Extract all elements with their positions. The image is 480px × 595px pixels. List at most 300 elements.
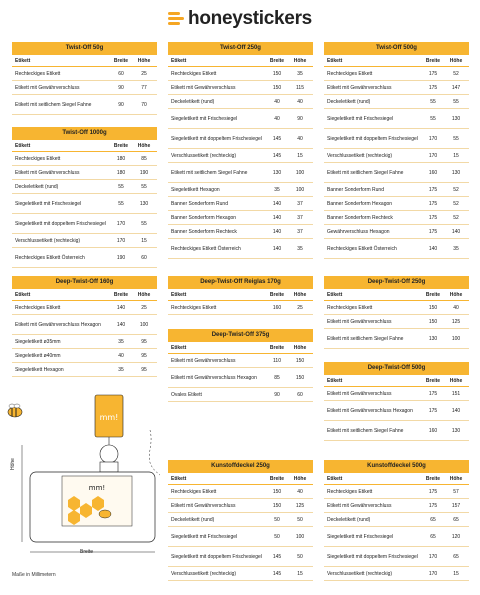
table-cell: Rechteckiges Etikett xyxy=(327,488,373,495)
dimension-table xyxy=(168,460,313,581)
table-cell: 52 xyxy=(453,186,459,193)
table-cell: Verschlussetikett (rechteckig) xyxy=(171,570,237,577)
table-row xyxy=(168,368,313,388)
table-cell: 130 xyxy=(428,335,438,342)
table-cell: 100 xyxy=(295,533,305,540)
table-cell: 40 xyxy=(297,135,303,142)
dimension-table xyxy=(12,276,157,377)
table-column-header xyxy=(324,375,469,387)
table-cell: 147 xyxy=(451,84,461,91)
column-header-cell: Höhe xyxy=(449,475,463,482)
table-cell: 175 xyxy=(428,200,438,207)
table-row xyxy=(168,163,313,183)
table-row xyxy=(12,194,157,214)
table-cell: Rechteckiges Etikett xyxy=(171,70,217,77)
table-title: Deep-Twist-Off 160g xyxy=(12,276,157,289)
table-row xyxy=(168,67,313,81)
table-cell: Etikett mit Gewährverschluss xyxy=(171,84,236,91)
table-cell: Etikett mit seitlichem Siegel Fahne xyxy=(327,427,404,434)
table-cell: Banner Sonderform Rechteck xyxy=(327,214,393,221)
table-cell: 130 xyxy=(451,427,461,434)
table-cell: 35 xyxy=(453,245,459,252)
table-cell: 35 xyxy=(118,338,124,345)
table-row xyxy=(12,335,157,349)
column-header-cell: Breite xyxy=(113,291,129,298)
table-cell: Siegeletikett mit doppeltem Frischesiegel xyxy=(327,553,418,560)
column-header-cell: Breite xyxy=(425,475,441,482)
table-row xyxy=(324,499,469,513)
table-cell: 190 xyxy=(139,169,149,176)
table-row xyxy=(168,485,313,499)
table-cell: 65 xyxy=(453,553,459,560)
table-row xyxy=(168,149,313,163)
table-row xyxy=(168,225,313,239)
table-cell: 151 xyxy=(451,390,461,397)
table-cell: Rechteckiges Etikett xyxy=(327,304,373,311)
table-cell: Rechteckiges Etikett xyxy=(171,488,217,495)
table-cell: 90 xyxy=(274,391,280,398)
table-row xyxy=(168,95,313,109)
table-cell: 175 xyxy=(428,488,438,495)
table-cell: Banner Sonderform Hexagon xyxy=(171,214,237,221)
table-row xyxy=(12,234,157,248)
column-header-cell: Breite xyxy=(113,57,129,64)
dimension-table xyxy=(324,460,469,581)
column-header-cell: Breite xyxy=(269,475,285,482)
table-cell: 50 xyxy=(297,553,303,560)
table-cell: Rechteckiges Etikett Österreich xyxy=(171,245,241,252)
width-dimension-label: Breite xyxy=(80,549,94,555)
column-header-cell: Etikett xyxy=(327,291,343,298)
table-cell: 175 xyxy=(428,407,438,414)
dimension-table xyxy=(324,42,469,259)
table-row xyxy=(324,421,469,441)
table-cell: Etikett mit Gewährverschluss xyxy=(171,357,236,364)
table-cell: 140 xyxy=(116,304,126,311)
table-row xyxy=(324,183,469,197)
column-header-cell: Breite xyxy=(425,377,441,384)
table-cell: 130 xyxy=(451,169,461,176)
table-cell: 40 xyxy=(297,488,303,495)
table-cell: Siegeletikett mit Frischesiegel xyxy=(327,533,394,540)
table-row xyxy=(324,197,469,211)
table-cell: Siegeletikett Hexagon xyxy=(171,186,220,193)
table-cell: 115 xyxy=(296,84,304,91)
table-cell: Deckeletikett (rund) xyxy=(15,183,59,190)
table-row xyxy=(168,527,313,547)
table-row xyxy=(168,388,313,402)
table-title: Twist-Off 500g xyxy=(324,42,469,55)
table-cell: 180 xyxy=(116,169,126,176)
table-cell: Deckeletikett (rund) xyxy=(327,516,371,523)
table-cell: Etikett mit Gewährverschluss xyxy=(327,84,392,91)
table-cell: 55 xyxy=(118,183,124,190)
table-column-header xyxy=(168,473,313,485)
table-cell: Ovales Etikett xyxy=(171,391,202,398)
table-cell: 157 xyxy=(451,502,461,509)
table-cell: 130 xyxy=(451,115,461,122)
table-cell: 110 xyxy=(273,357,281,364)
table-cell: Rechteckiges Etikett xyxy=(15,70,61,77)
table-cell: 140 xyxy=(451,407,461,414)
table-row xyxy=(12,349,157,363)
table-row xyxy=(324,225,469,239)
table-cell: Etikett mit Gewährverschluss xyxy=(327,502,392,509)
table-cell: Verschlussetikett (rechteckig) xyxy=(15,237,81,244)
table-title: Kunstoffdeckel 500g xyxy=(324,460,469,473)
table-row xyxy=(324,163,469,183)
table-row xyxy=(168,109,313,129)
table-title: Kunstoffdeckel 250g xyxy=(168,460,313,473)
table-cell: Rechteckiges Etikett Österreich xyxy=(327,245,397,252)
table-cell: 160 xyxy=(428,427,438,434)
table-row xyxy=(324,239,469,259)
column-header-cell: Etikett xyxy=(171,291,187,298)
table-row xyxy=(168,197,313,211)
table-cell: 15 xyxy=(141,237,147,244)
brand-logo xyxy=(0,8,480,30)
table-cell: 85 xyxy=(141,155,147,162)
table-cell: Siegeletikett mit doppeltem Frischesiegel xyxy=(327,135,418,142)
table-cell: Siegeletikett mit Frischesiegel xyxy=(15,200,82,207)
dimension-table xyxy=(324,362,469,441)
table-cell: 25 xyxy=(141,304,147,311)
table-row xyxy=(12,214,157,234)
units-caption: Maße in Millimetern xyxy=(12,572,56,578)
table-column-header xyxy=(168,289,313,301)
table-cell: Etikett mit seitlichem Siegel Fahne xyxy=(15,101,92,108)
table-cell: 175 xyxy=(428,502,438,509)
table-cell: 170 xyxy=(428,570,438,577)
table-cell: Siegeletikett mit doppeltem Frischesiegel xyxy=(15,220,106,227)
table-cell: 60 xyxy=(141,254,147,261)
table-cell: 40 xyxy=(274,115,280,122)
table-cell: Siegeletikett mit Frischesiegel xyxy=(171,533,238,540)
table-row xyxy=(168,239,313,259)
column-header-cell: Etikett xyxy=(171,344,187,351)
table-cell: 175 xyxy=(428,70,438,77)
table-cell: 170 xyxy=(116,237,126,244)
dimension-table xyxy=(324,276,469,349)
table-row xyxy=(168,183,313,197)
table-row xyxy=(324,547,469,567)
dimension-table xyxy=(168,42,313,259)
column-header-cell: Etikett xyxy=(327,377,343,384)
table-cell: 160 xyxy=(428,169,438,176)
column-header-cell: Etikett xyxy=(327,475,343,482)
table-cell: 55 xyxy=(141,220,147,227)
table-row xyxy=(168,513,313,527)
table-row xyxy=(324,329,469,349)
table-cell: Etikett mit Gewährverschluss Hexagon xyxy=(171,374,257,381)
table-cell: Rechteckiges Etikett xyxy=(15,304,61,311)
table-cell: 145 xyxy=(272,152,282,159)
column-header-cell: Höhe xyxy=(449,57,463,64)
table-cell: 15 xyxy=(297,570,303,577)
dimension-table xyxy=(12,42,157,115)
table-cell: Verschlussetikett (rechteckig) xyxy=(327,152,393,159)
table-cell: 52 xyxy=(453,214,459,221)
table-cell: Rechteckiges Etikett xyxy=(171,304,217,311)
table-row xyxy=(324,211,469,225)
table-cell: 175 xyxy=(428,214,438,221)
honeycomb-lines-icon xyxy=(168,12,184,26)
table-cell: 90 xyxy=(118,101,124,108)
table-cell: Verschlussetikett (rechteckig) xyxy=(171,152,237,159)
table-cell: 150 xyxy=(272,488,282,495)
table-row xyxy=(324,315,469,329)
column-header-cell: Etikett xyxy=(171,57,187,64)
table-cell: 55 xyxy=(141,183,147,190)
table-row xyxy=(324,109,469,129)
table-column-header xyxy=(324,55,469,67)
table-cell: 52 xyxy=(453,200,459,207)
table-cell: 180 xyxy=(116,155,126,162)
table-cell: 77 xyxy=(141,84,147,91)
label-text: mm! xyxy=(88,484,106,492)
table-cell: Banner Sonderform Rund xyxy=(171,200,228,207)
table-cell: 40 xyxy=(118,352,124,359)
table-cell: 90 xyxy=(297,115,303,122)
table-cell: 100 xyxy=(295,186,305,193)
table-cell: 100 xyxy=(139,321,149,328)
table-cell: Siegeletikett mit doppeltem Frischesiegel xyxy=(171,135,262,142)
table-column-header xyxy=(324,289,469,301)
table-cell: 40 xyxy=(453,304,459,311)
table-cell: 175 xyxy=(428,390,438,397)
table-column-header xyxy=(12,289,157,301)
tag-text: mm! xyxy=(99,413,119,422)
dimension-table xyxy=(168,276,313,315)
table-cell: 15 xyxy=(297,152,303,159)
table-cell: 140 xyxy=(272,228,282,235)
table-cell: Etikett mit Gewährverschluss Hexagon xyxy=(327,407,413,414)
table-cell: 145 xyxy=(272,553,282,560)
table-row xyxy=(324,129,469,149)
table-column-header xyxy=(12,140,157,152)
table-row xyxy=(168,129,313,149)
table-cell: Etikett mit Gewährverschluss xyxy=(15,169,80,176)
table-cell: Etikett mit Gewährverschluss Hexagon xyxy=(15,321,101,328)
column-header-cell: Breite xyxy=(113,142,129,149)
table-row xyxy=(324,513,469,527)
table-cell: 170 xyxy=(428,152,438,159)
table-row xyxy=(12,81,157,95)
table-cell: 55 xyxy=(430,98,436,105)
column-header-cell: Höhe xyxy=(137,142,151,149)
table-cell: 130 xyxy=(139,200,149,207)
table-cell: 70 xyxy=(141,101,147,108)
column-header-cell: Breite xyxy=(269,344,285,351)
column-header-cell: Höhe xyxy=(449,291,463,298)
table-row xyxy=(12,301,157,315)
table-cell: Siegeletikett mit Frischesiegel xyxy=(171,115,238,122)
table-row xyxy=(168,81,313,95)
table-row xyxy=(324,485,469,499)
table-cell: 90 xyxy=(118,84,124,91)
table-cell: 150 xyxy=(295,357,305,364)
table-title: Deep-Twist-Off Reiglas 170g xyxy=(168,276,313,289)
table-row xyxy=(12,315,157,335)
table-cell: 145 xyxy=(272,135,282,142)
table-cell: Siegeletikett ø40mm xyxy=(15,352,61,359)
table-cell: 37 xyxy=(297,200,303,207)
table-cell: 40 xyxy=(274,98,280,105)
table-row xyxy=(12,180,157,194)
table-cell: 25 xyxy=(141,70,147,77)
table-cell: 150 xyxy=(428,318,438,325)
column-header-cell: Etikett xyxy=(327,57,343,64)
table-cell: 190 xyxy=(116,254,126,261)
table-cell: Etikett mit Gewährverschluss xyxy=(15,84,80,91)
table-row xyxy=(12,67,157,81)
table-cell: 140 xyxy=(272,200,282,207)
table-cell: 140 xyxy=(272,245,282,252)
table-row xyxy=(168,354,313,368)
table-cell: 95 xyxy=(141,338,147,345)
table-cell: 40 xyxy=(297,98,303,105)
table-cell: Rechteckiges Etikett xyxy=(15,155,61,162)
table-cell: Siegeletikett Hexagon xyxy=(15,366,64,373)
table-cell: 100 xyxy=(295,169,305,176)
table-cell: Etikett mit seitlichem Siegel Fahne xyxy=(327,169,404,176)
table-cell: Etikett mit Gewährverschluss xyxy=(171,502,236,509)
table-cell: Verschlussetikett (rechteckig) xyxy=(327,570,393,577)
table-title: Twist-Off 250g xyxy=(168,42,313,55)
table-cell: 175 xyxy=(428,186,438,193)
table-row xyxy=(12,95,157,115)
table-cell: 160 xyxy=(272,304,282,311)
table-cell: 35 xyxy=(274,186,280,193)
table-cell: 52 xyxy=(453,70,459,77)
table-title: Twist-Off 50g xyxy=(12,42,157,55)
table-cell: 170 xyxy=(116,220,126,227)
table-cell: Deckeletikett (rund) xyxy=(171,516,215,523)
table-cell: 120 xyxy=(451,533,461,540)
table-row xyxy=(168,301,313,315)
column-header-cell: Höhe xyxy=(293,475,307,482)
table-column-header xyxy=(168,55,313,67)
column-header-cell: Breite xyxy=(425,291,441,298)
table-cell: Gewährverschluss Hexagon xyxy=(327,228,390,235)
column-header-cell: Höhe xyxy=(137,291,151,298)
table-cell: 95 xyxy=(141,366,147,373)
table-cell: Deckeletikett (rund) xyxy=(327,98,371,105)
table-cell: Etikett mit seitlichem Siegel Fahne xyxy=(171,169,248,176)
table-cell: 50 xyxy=(274,516,280,523)
table-row xyxy=(324,301,469,315)
table-cell: 170 xyxy=(428,553,438,560)
column-header-cell: Höhe xyxy=(449,377,463,384)
table-row xyxy=(168,499,313,513)
table-cell: 65 xyxy=(430,516,436,523)
table-cell: 37 xyxy=(297,228,303,235)
column-header-cell: Breite xyxy=(269,57,285,64)
table-cell: Siegeletikett mit Frischesiegel xyxy=(327,115,394,122)
table-cell: Etikett mit seitlichem Siegel Fahne xyxy=(327,335,404,342)
table-cell: 175 xyxy=(428,84,438,91)
table-cell: 15 xyxy=(453,152,459,159)
table-row xyxy=(12,152,157,166)
table-cell: 25 xyxy=(297,304,303,311)
table-row xyxy=(324,387,469,401)
column-header-cell: Etikett xyxy=(15,57,31,64)
column-header-cell: Höhe xyxy=(137,57,151,64)
brand-name: honeystickers xyxy=(188,8,312,29)
table-title: Deep-Twist-Off 375g xyxy=(168,329,313,342)
table-cell: 140 xyxy=(272,214,282,221)
table-cell: 150 xyxy=(272,84,282,91)
table-cell: 65 xyxy=(430,533,436,540)
column-header-cell: Höhe xyxy=(293,344,307,351)
table-cell: 170 xyxy=(428,135,438,142)
table-cell: 85 xyxy=(274,374,280,381)
table-cell: 35 xyxy=(118,366,124,373)
table-row xyxy=(168,211,313,225)
column-header-cell: Etikett xyxy=(15,291,31,298)
table-cell: 175 xyxy=(428,228,438,235)
table-cell: 150 xyxy=(428,304,438,311)
table-cell: Siegeletikett ø35mm xyxy=(15,338,61,345)
table-cell: 55 xyxy=(118,200,124,207)
table-row xyxy=(168,547,313,567)
table-row xyxy=(324,527,469,547)
table-cell: 125 xyxy=(295,502,305,509)
table-column-header xyxy=(12,55,157,67)
table-cell: 55 xyxy=(430,115,436,122)
table-cell: 57 xyxy=(453,488,459,495)
table-cell: 35 xyxy=(297,245,303,252)
column-header-cell: Breite xyxy=(269,291,285,298)
table-title: Deep-Twist-Off 250g xyxy=(324,276,469,289)
table-title: Twist-Off 1000g xyxy=(12,127,157,140)
jar-illustration xyxy=(0,390,170,590)
table-row xyxy=(12,363,157,377)
table-cell: 150 xyxy=(272,70,282,77)
table-cell: 100 xyxy=(451,335,461,342)
table-cell: Etikett mit Gewährverschluss xyxy=(327,390,392,397)
column-header-cell: Höhe xyxy=(293,57,307,64)
table-row xyxy=(12,166,157,180)
table-cell: 55 xyxy=(453,135,459,142)
table-cell: 150 xyxy=(272,502,282,509)
table-cell: Etikett mit Gewährverschluss xyxy=(327,318,392,325)
table-cell: 150 xyxy=(295,374,305,381)
table-row xyxy=(324,67,469,81)
column-header-cell: Breite xyxy=(425,57,441,64)
table-cell: Banner Sonderform Rechteck xyxy=(171,228,237,235)
table-column-header xyxy=(168,342,313,354)
column-header-cell: Höhe xyxy=(293,291,307,298)
bee-icon xyxy=(8,404,22,417)
table-cell: Deckeletikett (rund) xyxy=(171,98,215,105)
table-row xyxy=(324,81,469,95)
table-cell: 140 xyxy=(428,245,438,252)
table-row xyxy=(324,95,469,109)
column-header-cell: Etikett xyxy=(171,475,187,482)
table-cell: 50 xyxy=(274,533,280,540)
table-cell: Rechteckiges Etikett Österreich xyxy=(15,254,85,261)
height-dimension-label: Höhe xyxy=(10,458,16,470)
table-title: Deep-Twist-Off 500g xyxy=(324,362,469,375)
table-row xyxy=(324,149,469,163)
table-cell: 145 xyxy=(272,570,282,577)
table-column-header xyxy=(324,473,469,485)
table-cell: 140 xyxy=(451,228,461,235)
table-row xyxy=(168,567,313,581)
table-cell: Banner Sonderform Hexagon xyxy=(327,200,393,207)
table-cell: 37 xyxy=(297,214,303,221)
